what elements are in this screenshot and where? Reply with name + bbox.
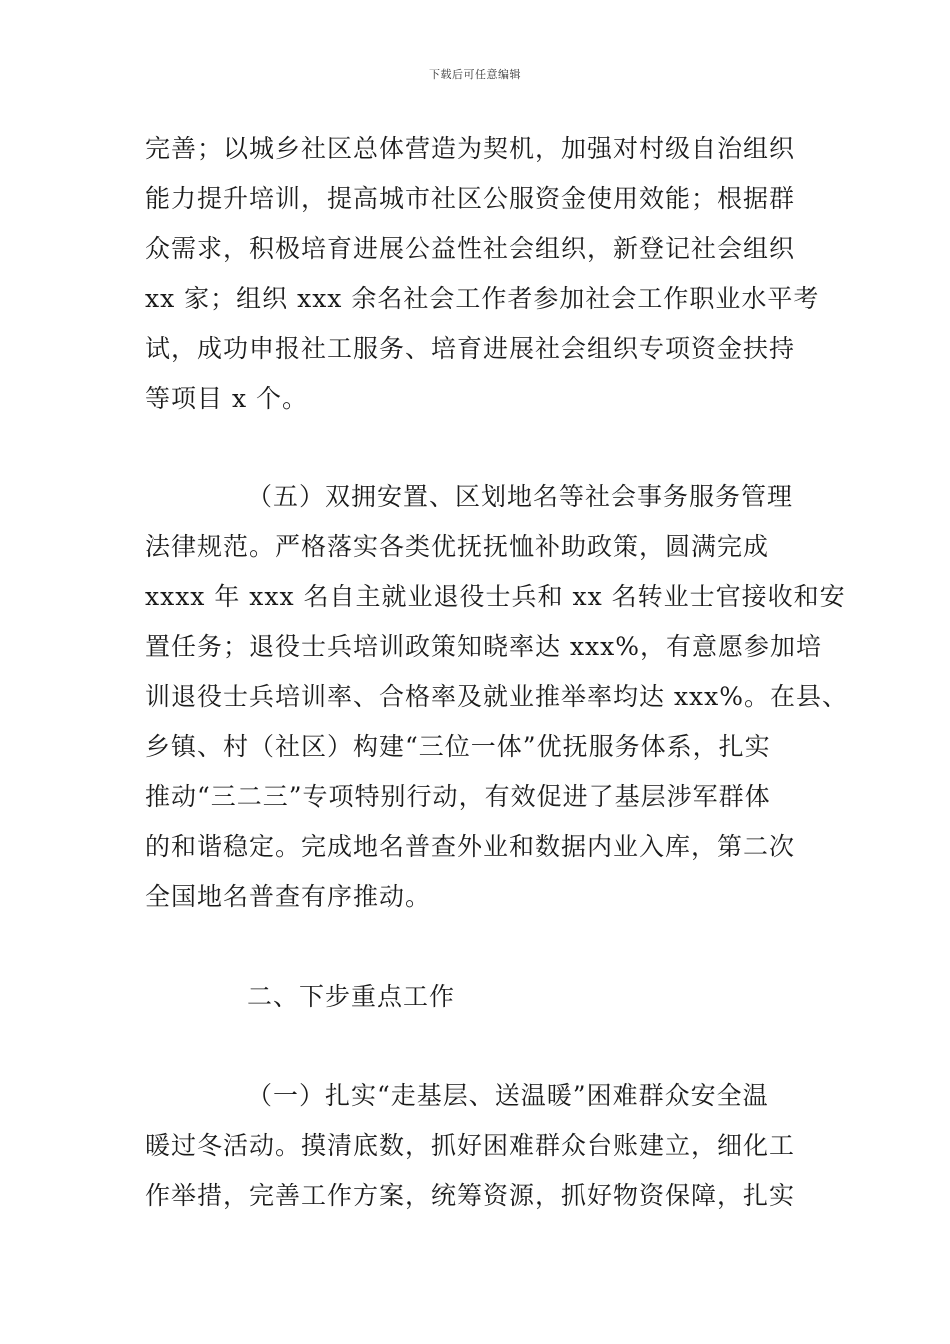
paragraph-heading-line: （一）扎实“走基层、送温暖”困难群众安全温: [247, 1081, 769, 1110]
text-line: 的和谐稳定。完成地名普查外业和数据内业入库，第二次: [145, 832, 796, 861]
page-header: 下载后可任意编辑: [429, 68, 521, 81]
text-line: 推动“三二三”专项特别行动，有效促进了基层涉军群体: [145, 782, 771, 811]
text-line: 乡镇、村（社区）构建“三位一体”优抚服务体系，扎实: [145, 732, 771, 761]
text-line: xxxx 年 xxx 名自主就业退役士兵和 xx 名转业士官接收和安: [145, 582, 846, 611]
text-line: 置任务；退役士兵培训政策知晓率达 xxx%，有意愿参加培: [145, 632, 823, 661]
text-line: 全国地名普查有序推动。: [145, 882, 432, 911]
text-line: 能力提升培训，提高城市社区公服资金使用效能；根据群: [145, 184, 796, 213]
text-line: 众需求，积极培育进展公益性社会组织，新登记社会组织: [145, 234, 796, 263]
text-line: 完善；以城乡社区总体营造为契机，加强对村级自治组织: [145, 134, 796, 163]
text-line: 试，成功申报社工服务、培育进展社会组织专项资金扶持: [145, 334, 796, 363]
text-line: 等项目 x 个。: [145, 384, 308, 413]
text-line: 训退役士兵培训率、合格率及就业推举率均达 xxx%。在县、: [145, 682, 849, 711]
text-line: xx 家；组织 xxx 余名社会工作者参加社会工作职业水平考: [145, 284, 820, 313]
section-heading: 二、下步重点工作: [247, 982, 456, 1011]
text-line: 暖过冬活动。摸清底数，抓好困难群众台账建立，细化工: [145, 1131, 796, 1160]
text-line: 作举措，完善工作方案，统筹资源，抓好物资保障，扎实: [145, 1181, 796, 1210]
text-line: 法律规范。严格落实各类优抚抚恤补助政策，圆满完成: [145, 532, 770, 561]
paragraph-heading-line: （五）双拥安置、区划地名等社会事务服务管理: [247, 482, 794, 511]
